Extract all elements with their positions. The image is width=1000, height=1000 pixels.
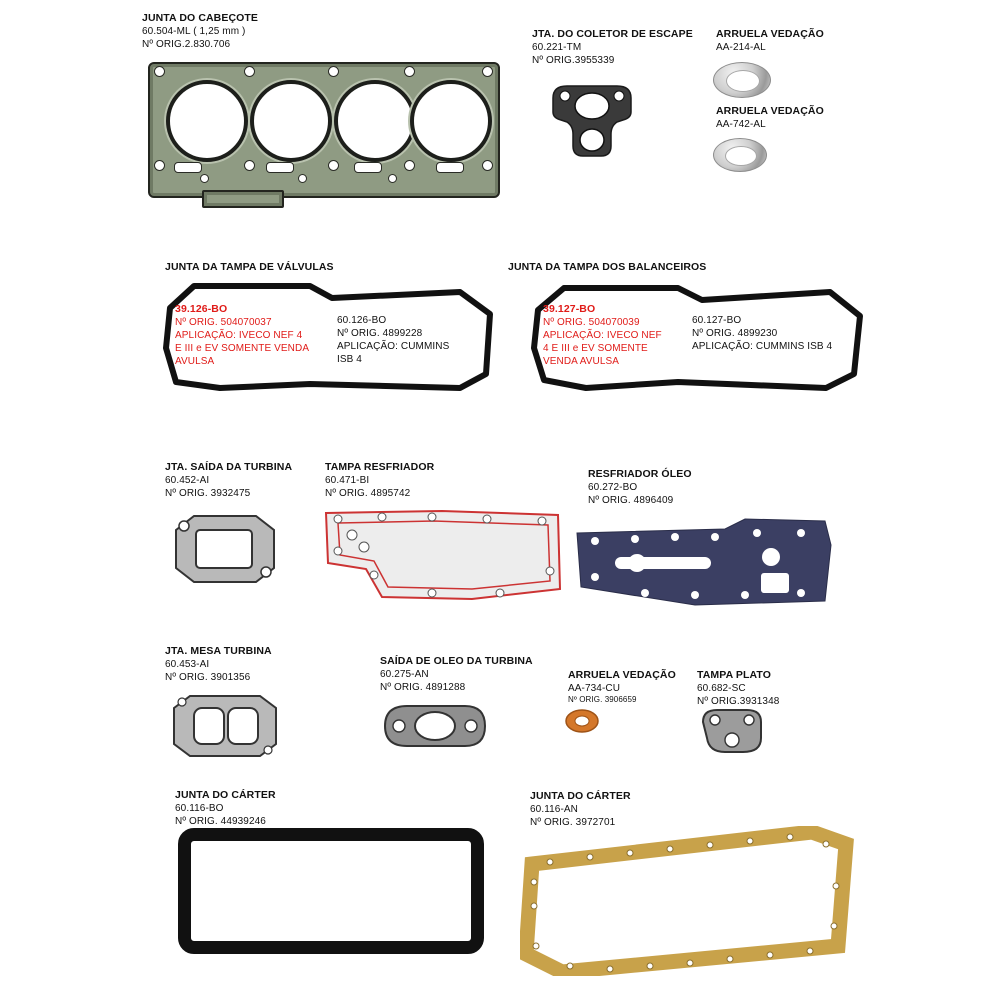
label-junta-carter-bo xyxy=(175,789,365,828)
image-jta-mesa-turbina xyxy=(170,692,280,762)
label-tampa-resfriador xyxy=(325,461,505,500)
part-code: 60.682-SC xyxy=(697,683,746,694)
part-title: JUNTA DO CÁRTER xyxy=(530,790,631,802)
part-code: AA-214-AL xyxy=(716,42,766,53)
part-orig: Nº ORIG. 3932475 xyxy=(165,488,251,499)
image-tampa-plato xyxy=(697,708,767,756)
image-jta-coletor-escape xyxy=(545,82,640,162)
part-title: JUNTA DO CABEÇOTE xyxy=(142,12,259,24)
part-code: 60.116-BO xyxy=(175,803,224,814)
variant-app-1: APLICAÇÃO: CUMMINS xyxy=(337,341,450,352)
label-arruela-aa742 xyxy=(716,105,866,131)
image-junta-carter-an xyxy=(520,826,860,976)
image-arruela-aa742 xyxy=(713,138,773,178)
plate-cover-gasket-shape xyxy=(697,708,767,756)
part-title: JTA. SAÍDA DA TURBINA xyxy=(165,461,293,473)
copper-washer-shape xyxy=(562,706,602,736)
label-tampa-valvulas-variant-b xyxy=(337,314,487,366)
label-balanceiros-variant-a xyxy=(543,303,683,368)
image-junta-carter-bo xyxy=(178,828,488,958)
label-arruela-aa214 xyxy=(716,28,866,54)
label-arruela-aa734 xyxy=(568,669,718,705)
image-saida-oleo-turbina xyxy=(383,700,488,752)
part-orig: Nº ORIG. 4896409 xyxy=(588,495,674,506)
part-code: 60.116-AN xyxy=(530,804,578,815)
label-saida-oleo-turbina xyxy=(380,655,570,694)
part-orig: Nº ORIG. 3906659 xyxy=(568,695,637,704)
variant-app-1: APLICAÇÃO: IVECO NEF xyxy=(543,330,662,341)
variant-orig: Nº ORIG. 4899228 xyxy=(337,328,423,339)
variant-app-2: E III e EV SOMENTE VENDA xyxy=(175,343,310,354)
part-orig: Nº ORIG.2.830.706 xyxy=(142,39,231,50)
label-jta-mesa-turbina xyxy=(165,645,345,684)
turbine-table-gasket-shape xyxy=(170,692,280,762)
part-code: 60.453-AI xyxy=(165,659,210,670)
image-resfriador-oleo xyxy=(575,515,835,607)
part-orig: Nº ORIG. 4891288 xyxy=(380,682,466,693)
exhaust-gasket-shape xyxy=(545,82,640,162)
part-code: 60.272-BO xyxy=(588,482,638,493)
variant-app-2: ISB 4 xyxy=(337,354,362,365)
oil-pan-gasket-shape xyxy=(520,826,860,976)
variant-code: 60.126-BO xyxy=(337,315,387,326)
part-title: JUNTA DA TAMPA DOS BALANCEIROS xyxy=(508,261,707,273)
variant-app-3: VENDA AVULSA xyxy=(543,356,620,367)
part-title: SAÍDA DE OLEO DA TURBINA xyxy=(380,655,533,667)
oil-cooler-gasket-shape xyxy=(575,515,835,607)
part-orig: Nº ORIG. 3972701 xyxy=(530,817,616,828)
label-resfriador-oleo xyxy=(588,468,768,507)
label-junta-tampa-balanceiros xyxy=(508,261,808,274)
variant-orig: Nº ORIG. 4899230 xyxy=(692,328,778,339)
image-junta-do-cabecote xyxy=(148,62,500,207)
part-title: JUNTA DO CÁRTER xyxy=(175,789,276,801)
label-junta-tampa-valvulas xyxy=(165,261,425,274)
label-balanceiros-variant-b xyxy=(692,314,862,353)
part-code: 60.504-ML ( 1,25 mm ) xyxy=(142,26,246,37)
variant-code: 39.127-BO xyxy=(543,303,596,315)
part-title: JTA. DO COLETOR DE ESCAPE xyxy=(532,28,693,40)
variant-orig: Nº ORIG. 504070037 xyxy=(175,317,272,328)
image-arruela-aa214 xyxy=(713,62,773,102)
label-jta-saida-turbina xyxy=(165,461,345,500)
part-code: AA-734-CU xyxy=(568,683,621,694)
part-title: ARRUELA VEDAÇÃO xyxy=(568,669,676,681)
part-title: JTA. MESA TURBINA xyxy=(165,645,272,657)
part-orig: Nº ORIG.3955339 xyxy=(532,55,615,66)
variant-code: 60.127-BO xyxy=(692,315,742,326)
part-code: 60.471-BI xyxy=(325,475,370,486)
turbine-outlet-gasket-shape xyxy=(170,512,280,587)
part-orig: Nº ORIG. 3901356 xyxy=(165,672,251,683)
part-code: 60.275-AN xyxy=(380,669,429,680)
image-jta-saida-turbina xyxy=(170,512,280,587)
part-code: 60.221-TM xyxy=(532,42,582,53)
label-jta-coletor-escape xyxy=(532,28,732,67)
part-orig: Nº ORIG. 4895742 xyxy=(325,488,411,499)
variant-code: 39.126-BO xyxy=(175,303,228,315)
part-title: TAMPA RESFRIADOR xyxy=(325,461,435,473)
image-arruela-aa734 xyxy=(562,706,602,736)
part-title: JUNTA DA TAMPA DE VÁLVULAS xyxy=(165,261,334,273)
label-junta-carter-an xyxy=(530,790,720,829)
variant-app-1: APLICAÇÃO: CUMMINS ISB 4 xyxy=(692,341,833,352)
variant-app-2: 4 E III e EV SOMENTE xyxy=(543,343,648,354)
variant-orig: Nº ORIG. 504070039 xyxy=(543,317,640,328)
part-orig: Nº ORIG.3931348 xyxy=(697,696,780,707)
image-tampa-resfriador xyxy=(322,505,562,605)
label-tampa-plato xyxy=(697,669,847,708)
part-orig: Nº ORIG. 44939246 xyxy=(175,816,266,827)
turbine-oil-outlet-gasket-shape xyxy=(383,700,488,752)
part-code: AA-742-AL xyxy=(716,119,766,130)
part-title: TAMPA PLATO xyxy=(697,669,772,681)
label-tampa-valvulas-variant-a xyxy=(175,303,325,368)
part-title: RESFRIADOR ÓLEO xyxy=(588,468,692,480)
part-title: ARRUELA VEDAÇÃO xyxy=(716,28,824,40)
cooler-cover-gasket-shape xyxy=(322,505,562,605)
label-junta-do-cabecote xyxy=(142,12,372,51)
part-title: ARRUELA VEDAÇÃO xyxy=(716,105,824,117)
variant-app-3: AVULSA xyxy=(175,356,215,367)
part-code: 60.452-AI xyxy=(165,475,210,486)
variant-app-1: APLICAÇÃO: IVECO NEF 4 xyxy=(175,330,303,341)
